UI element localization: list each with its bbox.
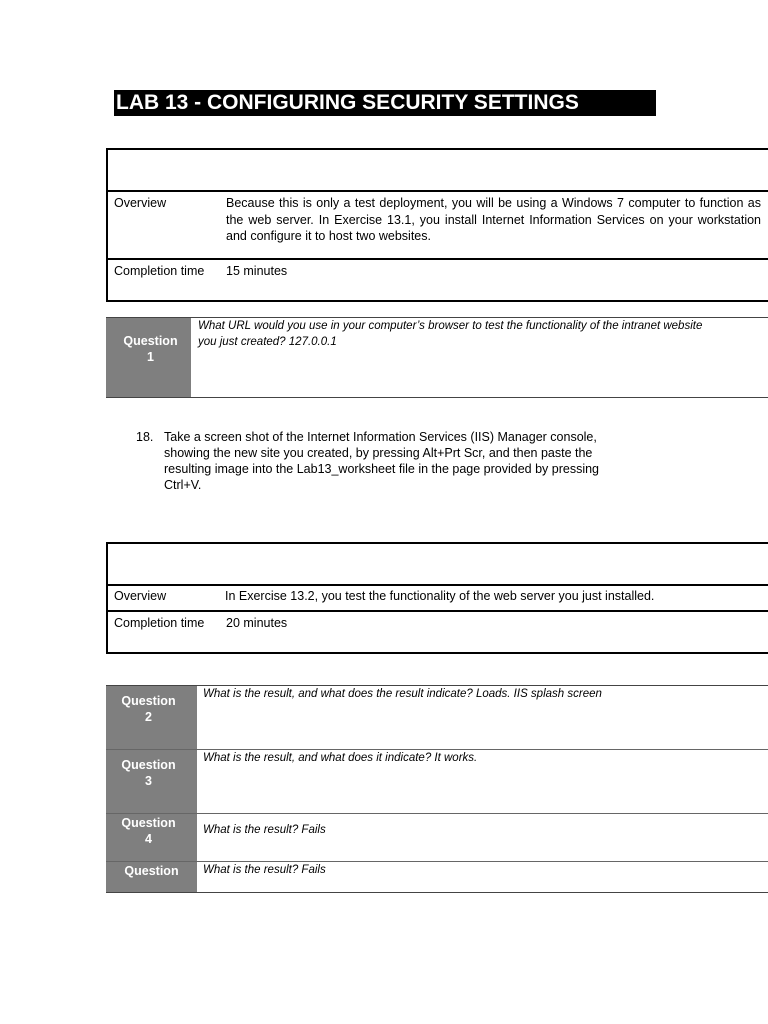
exercise-2-completion-row [108,610,768,652]
question-label-text: Question 3 [121,758,176,788]
overview-text: Because this is only a test deployment, you will be using a Windows 7 computer to function as the web server. In Exercise 13.1, you install Internet Information Services on your workstation and configure it to host two websites. [226,196,761,243]
question-3-text: What is the result, and what does it indicate? It works. [203,752,478,764]
question-5-text: What is the result? Fails [203,864,326,876]
question-label-text: Question 2 [121,694,176,724]
step-number: 18. [136,430,154,444]
completion-time-label: Completion time [114,264,205,278]
overview-label: Overview [114,589,167,603]
overview-text: In Exercise 13.2, you test the functionality of the web server you just installed. [225,589,655,603]
exercise-1-overview-row [108,192,768,258]
question-1-table [106,317,768,398]
question-1-label-text: Question 1 [123,334,178,364]
question-row [106,813,768,861]
question-row [106,318,768,397]
question-4-text: What is the result? Fails [203,824,326,836]
overview-label: Overview [114,196,167,210]
exercise-1-header [108,150,768,192]
question-3-label [106,750,197,813]
exercise-2-overview-row [108,586,768,610]
completion-time-value: 20 minutes [226,616,288,630]
question-row [106,861,768,892]
question-label-text: Question [124,864,179,878]
lab-title: LAB 13 - CONFIGURING SECURITY SETTINGS [114,90,656,116]
question-row [106,686,768,749]
question-2-label [106,686,197,749]
question-1-text: What URL would you use in your computer’s browser to test the functionality of the intranet website you just created? 127.0.0.1 [198,320,703,348]
exercise-1-table [106,148,768,302]
question-4-label [106,814,197,861]
completion-time-value: 15 minutes [226,264,288,278]
question-5-label [106,862,197,892]
question-2-text: What is the result, and what does the result indicate? Loads. IIS splash screen [203,688,602,700]
completion-time-label: Completion time [114,616,205,630]
question-label-text: Question 4 [121,816,176,846]
exercise-2-header [108,544,768,586]
question-1-label [106,318,191,397]
questions-table [106,685,768,893]
exercise-2-table [106,542,768,654]
exercise-1-completion-row [108,258,768,300]
question-row [106,749,768,813]
step-text: Take a screen shot of the Internet Information Services (IIS) Manager console, showing the new site you created, by pressing Alt+Prt Scr, and then paste the resulting image into the Lab13_worksheet file in the page provided by pressing Ctrl+V. [164,430,599,492]
